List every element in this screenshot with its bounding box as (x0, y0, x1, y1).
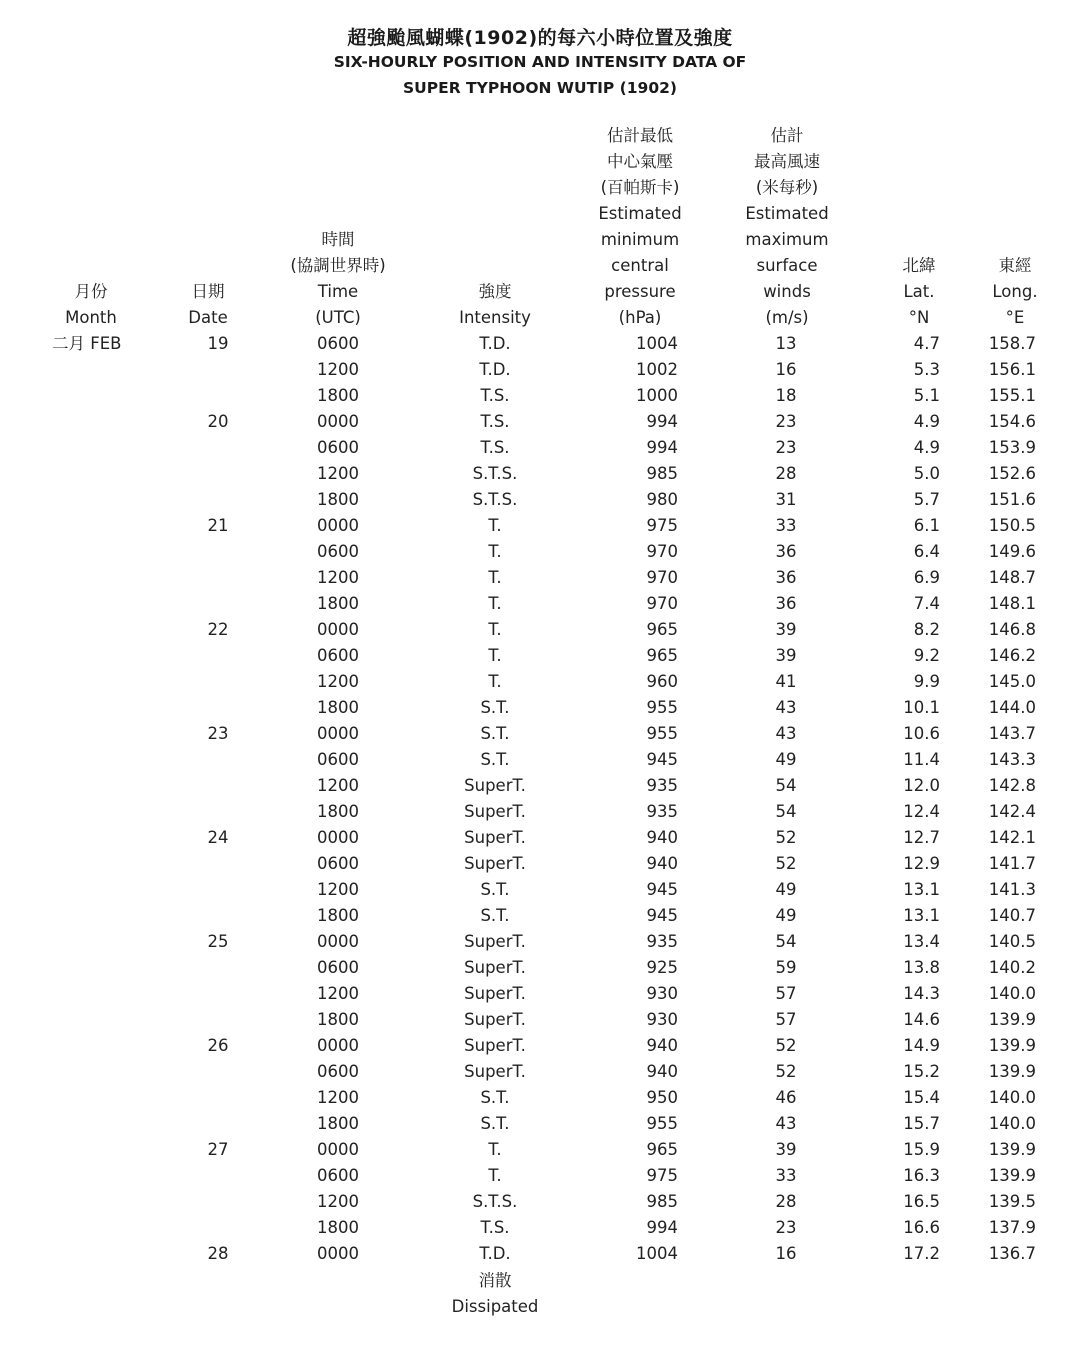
lat-cell: 11.4 (903, 750, 940, 769)
time-cell: 1200 (317, 776, 359, 795)
header-date-line: Date (188, 308, 228, 327)
time-cell: 1800 (317, 698, 359, 717)
pressure-cell: 975 (646, 1166, 678, 1185)
wind-cell: 52 (775, 1036, 797, 1055)
lon-cell: 139.9 (988, 1166, 1036, 1185)
header-lon-line: Long. (992, 282, 1038, 301)
lon-cell: 140.0 (988, 1088, 1036, 1107)
wind-cell: 43 (775, 724, 797, 743)
intensity-cell: T.D. (479, 360, 511, 379)
time-cell: 0000 (317, 412, 359, 431)
page-title-english-line2: SUPER TYPHOON WUTIP (1902) (403, 79, 677, 97)
lon-cell: 142.8 (988, 776, 1036, 795)
pressure-cell: 1004 (636, 1244, 678, 1263)
header-pressure-line: central (611, 256, 669, 275)
header-winds-line: (m/s) (765, 308, 809, 327)
date-cell: 21 (207, 516, 229, 535)
pressure-cell: 940 (646, 828, 678, 847)
intensity-cell: S.T.S. (472, 464, 518, 483)
time-cell: 1200 (317, 672, 359, 691)
header-winds-line: winds (763, 282, 811, 301)
header-winds-line: maximum (745, 230, 829, 249)
pressure-cell: 940 (646, 1062, 678, 1081)
pressure-cell: 970 (646, 594, 678, 613)
wind-cell: 16 (775, 1244, 797, 1263)
header-lon-line: 東經 (998, 256, 1032, 275)
lat-cell: 17.2 (903, 1244, 940, 1263)
intensity-cell: SuperT. (464, 984, 526, 1003)
header-lat-line: Lat. (903, 282, 935, 301)
wind-cell: 16 (775, 360, 797, 379)
lon-cell: 154.6 (988, 412, 1036, 431)
date-cell: 19 (207, 334, 229, 353)
header-time (268, 227, 408, 331)
wind-cell: 28 (775, 464, 797, 483)
time-cell: 1800 (317, 906, 359, 925)
intensity-cell: SuperT. (464, 854, 526, 873)
lat-cell: 10.6 (903, 724, 940, 743)
lon-cell: 139.9 (988, 1036, 1036, 1055)
intensity-cell: SuperT. (464, 1062, 526, 1081)
lat-cell: 16.6 (903, 1218, 940, 1237)
lon-cell: 140.2 (988, 958, 1036, 977)
wind-cell: 52 (775, 828, 797, 847)
header-winds-line: (米每秒) (755, 178, 819, 197)
time-cell: 1800 (317, 802, 359, 821)
time-cell: 0000 (317, 1140, 359, 1159)
lon-cell: 140.5 (988, 932, 1036, 951)
time-cell: 1800 (317, 1010, 359, 1029)
wind-cell: 41 (775, 672, 797, 691)
wind-cell: 23 (775, 1218, 797, 1237)
header-intensity (430, 279, 560, 331)
lon-cell: 139.9 (988, 1062, 1036, 1081)
time-cell: 1200 (317, 360, 359, 379)
lat-cell: 9.2 (913, 646, 940, 665)
lat-cell: 13.8 (903, 958, 940, 977)
date-cell: 23 (207, 724, 229, 743)
intensity-cell: T.S. (480, 386, 510, 405)
wind-cell: 23 (775, 438, 797, 457)
header-pressure-line: 中心氣壓 (607, 152, 673, 171)
pressure-cell: 955 (646, 1114, 678, 1133)
lon-cell: 153.9 (988, 438, 1036, 457)
header-pressure (578, 123, 702, 331)
lat-cell: 6.1 (913, 516, 940, 535)
intensity-cell: SuperT. (464, 1036, 526, 1055)
time-cell: 1800 (317, 490, 359, 509)
pressure-cell: 994 (646, 412, 678, 431)
intensity-cell: T. (488, 672, 502, 691)
time-cell: 1200 (317, 880, 359, 899)
pressure-cell: 970 (646, 568, 678, 587)
intensity-cell: T. (488, 594, 502, 613)
header-pressure-line: (hPa) (618, 308, 662, 327)
header-winds-line: 估計 (770, 126, 804, 145)
intensity-cell: S.T.S. (472, 490, 518, 509)
lat-cell: 16.3 (903, 1166, 940, 1185)
wind-cell: 54 (775, 932, 797, 951)
lon-cell: 149.6 (988, 542, 1036, 561)
lon-cell: 140.0 (988, 1114, 1036, 1133)
date-cell: 25 (207, 932, 229, 951)
time-cell: 1200 (317, 1088, 359, 1107)
time-cell: 1200 (317, 984, 359, 1003)
pressure-cell: 950 (646, 1088, 678, 1107)
header-winds-line: surface (756, 256, 818, 275)
pressure-cell: 955 (646, 724, 678, 743)
wind-cell: 33 (775, 1166, 797, 1185)
intensity-cell: S.T. (480, 1114, 510, 1133)
time-cell: 0600 (317, 334, 359, 353)
date-cell: 20 (207, 412, 229, 431)
pressure-cell: 930 (646, 984, 678, 1003)
intensity-cell: T.D. (479, 1244, 511, 1263)
date-cell: 24 (207, 828, 229, 847)
intensity-cell: T. (488, 542, 502, 561)
date-cell: 26 (207, 1036, 229, 1055)
lon-cell: 156.1 (988, 360, 1036, 379)
time-cell: 0600 (317, 646, 359, 665)
lat-cell: 10.1 (903, 698, 940, 717)
intensity-cell: SuperT. (464, 932, 526, 951)
wind-cell: 36 (775, 594, 797, 613)
header-pressure-line: (百帕斯卡) (600, 178, 680, 197)
header-lat-line: °N (908, 308, 930, 327)
pressure-cell: 975 (646, 516, 678, 535)
time-cell: 1800 (317, 594, 359, 613)
pressure-cell: 945 (646, 750, 678, 769)
lon-cell: 140.0 (988, 984, 1036, 1003)
wind-cell: 39 (775, 1140, 797, 1159)
time-cell: 0000 (317, 828, 359, 847)
wind-cell: 54 (775, 802, 797, 821)
intensity-cell: SuperT. (464, 802, 526, 821)
lon-cell: 141.3 (988, 880, 1036, 899)
lat-cell: 12.0 (903, 776, 940, 795)
intensity-cell: T.S. (480, 412, 510, 431)
time-cell: 0600 (317, 438, 359, 457)
lon-cell: 142.4 (988, 802, 1036, 821)
pressure-cell: 1000 (636, 386, 678, 405)
intensity-cell: T. (488, 568, 502, 587)
lat-cell: 12.4 (903, 802, 940, 821)
pressure-cell: 980 (646, 490, 678, 509)
intensity-cell: SuperT. (464, 828, 526, 847)
pressure-cell: 940 (646, 1036, 678, 1055)
header-pressure-line: 估計最低 (607, 126, 673, 145)
intensity-cell: T. (488, 646, 502, 665)
lon-cell: 143.7 (988, 724, 1036, 743)
pressure-cell: 985 (646, 1192, 678, 1211)
intensity-cell: SuperT. (464, 776, 526, 795)
header-winds-line: Estimated (745, 204, 829, 223)
time-cell: 0000 (317, 620, 359, 639)
header-pressure-line: Estimated (598, 204, 682, 223)
header-intensity-line: Intensity (459, 308, 531, 327)
lon-cell: 145.0 (988, 672, 1036, 691)
lat-cell: 4.7 (913, 334, 940, 353)
pressure-cell: 994 (646, 1218, 678, 1237)
wind-cell: 49 (775, 906, 797, 925)
intensity-cell: T. (488, 1166, 502, 1185)
pressure-cell: 955 (646, 698, 678, 717)
pressure-cell: 965 (646, 620, 678, 639)
dissipated-english: Dissipated (451, 1297, 539, 1316)
pressure-cell: 935 (646, 932, 678, 951)
wind-cell: 28 (775, 1192, 797, 1211)
pressure-cell: 930 (646, 1010, 678, 1029)
lon-cell: 155.1 (988, 386, 1036, 405)
lon-cell: 139.5 (988, 1192, 1036, 1211)
wind-cell: 39 (775, 646, 797, 665)
header-date-line: 日期 (191, 282, 225, 301)
lat-cell: 4.9 (913, 438, 940, 457)
date-cell: 28 (207, 1244, 229, 1263)
lon-cell: 136.7 (988, 1244, 1036, 1263)
wind-cell: 49 (775, 880, 797, 899)
pressure-cell: 965 (646, 1140, 678, 1159)
page-title-english-line1: SIX-HOURLY POSITION AND INTENSITY DATA OF (333, 53, 747, 71)
wind-cell: 43 (775, 1114, 797, 1133)
lon-cell: 139.9 (988, 1140, 1036, 1159)
wind-cell: 57 (775, 984, 797, 1003)
header-intensity-line: 強度 (478, 282, 512, 301)
lon-cell: 151.6 (988, 490, 1036, 509)
intensity-cell: S.T. (480, 906, 510, 925)
lat-cell: 15.4 (903, 1088, 940, 1107)
intensity-cell: T.S. (480, 438, 510, 457)
lon-cell: 152.6 (988, 464, 1036, 483)
intensity-cell: SuperT. (464, 958, 526, 977)
wind-cell: 46 (775, 1088, 797, 1107)
header-time-line: 時間 (321, 230, 355, 249)
intensity-cell: T.S. (480, 1218, 510, 1237)
lat-cell: 5.3 (913, 360, 940, 379)
header-pressure-line: minimum (600, 230, 680, 249)
pressure-cell: 1002 (636, 360, 678, 379)
wind-cell: 31 (775, 490, 797, 509)
lon-cell: 137.9 (988, 1218, 1036, 1237)
lat-cell: 14.6 (903, 1010, 940, 1029)
lon-cell: 148.1 (988, 594, 1036, 613)
lon-cell: 142.1 (988, 828, 1036, 847)
lat-cell: 14.9 (903, 1036, 940, 1055)
date-cell: 22 (207, 620, 229, 639)
lon-cell: 146.2 (988, 646, 1036, 665)
header-time-line: (協調世界時) (290, 256, 386, 275)
wind-cell: 36 (775, 568, 797, 587)
lat-cell: 14.3 (903, 984, 940, 1003)
header-lat (880, 253, 958, 331)
wind-cell: 43 (775, 698, 797, 717)
pressure-cell: 970 (646, 542, 678, 561)
time-cell: 1200 (317, 1192, 359, 1211)
lon-cell: 140.7 (988, 906, 1036, 925)
header-time-line: (UTC) (315, 308, 361, 327)
header-month (52, 279, 130, 331)
wind-cell: 33 (775, 516, 797, 535)
time-cell: 0600 (317, 958, 359, 977)
header-lat-line: 北緯 (902, 256, 936, 275)
wind-cell: 49 (775, 750, 797, 769)
lon-cell: 148.7 (988, 568, 1036, 587)
pressure-cell: 945 (646, 880, 678, 899)
wind-cell: 52 (775, 854, 797, 873)
intensity-cell: S.T. (480, 880, 510, 899)
header-lon (975, 253, 1055, 331)
lat-cell: 5.1 (913, 386, 940, 405)
lon-cell: 144.0 (988, 698, 1036, 717)
date-cell: 27 (207, 1140, 229, 1159)
pressure-cell: 945 (646, 906, 678, 925)
wind-cell: 39 (775, 620, 797, 639)
lon-cell: 141.7 (988, 854, 1036, 873)
time-cell: 1800 (317, 386, 359, 405)
dissipated-chinese: 消散 (478, 1271, 512, 1290)
wind-cell: 57 (775, 1010, 797, 1029)
time-cell: 0000 (317, 516, 359, 535)
pressure-cell: 994 (646, 438, 678, 457)
header-time-line: Time (317, 282, 359, 301)
lat-cell: 15.7 (903, 1114, 940, 1133)
pressure-cell: 960 (646, 672, 678, 691)
intensity-cell: S.T. (480, 724, 510, 743)
time-cell: 0000 (317, 1036, 359, 1055)
wind-cell: 54 (775, 776, 797, 795)
header-month-line: 月份 (74, 282, 108, 301)
header-winds (726, 123, 848, 331)
lat-cell: 12.7 (903, 828, 940, 847)
page-title-chinese: 超強颱風蝴蝶(1902)的每六小時位置及強度 (347, 27, 733, 49)
pressure-cell: 965 (646, 646, 678, 665)
lat-cell: 4.9 (913, 412, 940, 431)
intensity-cell: S.T. (480, 750, 510, 769)
lat-cell: 5.7 (913, 490, 940, 509)
wind-cell: 36 (775, 542, 797, 561)
pressure-cell: 935 (646, 776, 678, 795)
lon-cell: 143.3 (988, 750, 1036, 769)
time-cell: 0600 (317, 1166, 359, 1185)
pressure-cell: 1004 (636, 334, 678, 353)
lat-cell: 12.9 (903, 854, 940, 873)
pressure-cell: 940 (646, 854, 678, 873)
wind-cell: 18 (775, 386, 797, 405)
lat-cell: 9.9 (913, 672, 940, 691)
time-cell: 1800 (317, 1114, 359, 1133)
lon-cell: 139.9 (988, 1010, 1036, 1029)
time-cell: 1200 (317, 568, 359, 587)
wind-cell: 23 (775, 412, 797, 431)
lat-cell: 7.4 (913, 594, 940, 613)
header-date (180, 279, 236, 331)
time-cell: 0600 (317, 542, 359, 561)
lat-cell: 13.1 (903, 880, 940, 899)
intensity-cell: T. (488, 516, 502, 535)
time-cell: 0000 (317, 932, 359, 951)
intensity-cell: T. (488, 620, 502, 639)
header-month-line: Month (65, 308, 117, 327)
time-cell: 1200 (317, 464, 359, 483)
intensity-cell: S.T. (480, 1088, 510, 1107)
intensity-cell: T. (488, 1140, 502, 1159)
month-cell: 二月 FEB (52, 334, 122, 353)
wind-cell: 13 (775, 334, 797, 353)
pressure-cell: 925 (646, 958, 678, 977)
lat-cell: 6.4 (913, 542, 940, 561)
lat-cell: 13.4 (903, 932, 940, 951)
lat-cell: 16.5 (903, 1192, 940, 1211)
intensity-cell: SuperT. (464, 1010, 526, 1029)
header-pressure-line: pressure (604, 282, 676, 301)
pressure-cell: 935 (646, 802, 678, 821)
intensity-cell: S.T. (480, 698, 510, 717)
intensity-cell: T.D. (479, 334, 511, 353)
lat-cell: 6.9 (913, 568, 940, 587)
wind-cell: 52 (775, 1062, 797, 1081)
header-lon-line: °E (1005, 308, 1025, 327)
pressure-cell: 985 (646, 464, 678, 483)
header-winds-line: 最高風速 (754, 152, 820, 171)
lon-cell: 150.5 (988, 516, 1036, 535)
lat-cell: 15.9 (903, 1140, 940, 1159)
wind-cell: 59 (775, 958, 797, 977)
time-cell: 0000 (317, 724, 359, 743)
dissipated-label (430, 1268, 560, 1320)
lon-cell: 146.8 (988, 620, 1036, 639)
lat-cell: 8.2 (913, 620, 940, 639)
time-cell: 0000 (317, 1244, 359, 1263)
lat-cell: 5.0 (913, 464, 940, 483)
intensity-cell: S.T.S. (472, 1192, 518, 1211)
lon-cell: 158.7 (988, 334, 1036, 353)
time-cell: 1800 (317, 1218, 359, 1237)
time-cell: 0600 (317, 750, 359, 769)
lat-cell: 15.2 (903, 1062, 940, 1081)
time-cell: 0600 (317, 1062, 359, 1081)
time-cell: 0600 (317, 854, 359, 873)
lat-cell: 13.1 (903, 906, 940, 925)
